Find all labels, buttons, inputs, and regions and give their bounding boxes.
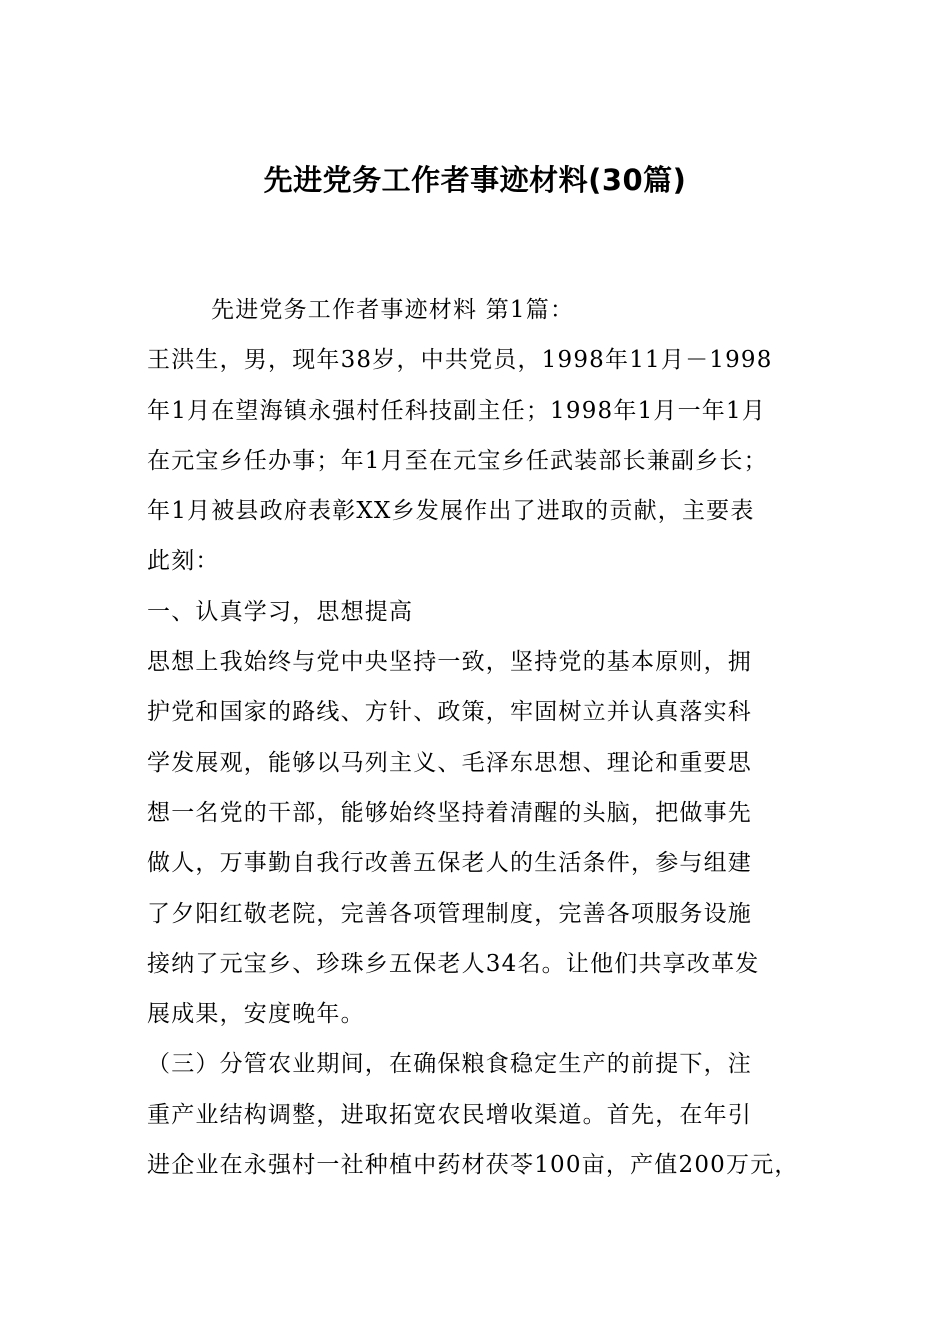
paragraph-line: 进企业在永强村一社种植中药材茯苓100亩，产值200万元，: [147, 1152, 799, 1179]
paragraph-line: 重产业结构调整，进取拓宽农民增收渠道。首先，在年引: [147, 1101, 752, 1128]
paragraph-line: 学发展观，能够以马列主义、毛泽东思想、理论和重要思: [147, 749, 752, 776]
paragraph-line: 王洪生，男，现年38岁，中共党员，1998年11月－1998: [147, 347, 773, 374]
paragraph-line: 护党和国家的路线、方针、政策，牢固树立并认真落实科: [147, 699, 752, 726]
paragraph-line: （三）分管农业期间，在确保粮食稳定生产的前提下，注: [147, 1051, 752, 1078]
paragraph-line: 在元宝乡任办事；年1月至在元宝乡任武装部长兼副乡长；: [147, 447, 768, 474]
subheading-line: 一、认真学习，思想提高: [147, 598, 414, 625]
paragraph-line: 年1月被县政府表彰XX乡发展作出了进取的贡献，主要表: [147, 498, 755, 525]
paragraph-line: 想一名党的干部，能够始终坚持着清醒的头脑，把做事先: [147, 799, 752, 826]
paragraph-line: 了夕阳红敬老院，完善各项管理制度，完善各项服务设施: [147, 900, 752, 927]
paragraph-line: 思想上我始终与党中央坚持一致，坚持党的基本原则，拥: [147, 649, 752, 676]
paragraph-line: 接纳了元宝乡、珍珠乡五保老人34名。让他们共享改革发: [147, 950, 760, 977]
paragraph-line: 做人，万事勤自我行改善五保老人的生活条件，参与组建: [147, 850, 752, 877]
section-heading: 先进党务工作者事迹材料 第1篇：: [211, 297, 575, 323]
paragraph-line: 展成果，安度晚年。: [147, 1001, 365, 1028]
document-body: [147, 285, 822, 1190]
paragraph-line: 此刻：: [147, 548, 220, 575]
document-title: 先进党务工作者事迹材料(30篇): [263, 163, 687, 197]
paragraph-line: 年1月在望海镇永强村任科技副主任；1998年1月一年1月: [147, 397, 767, 424]
